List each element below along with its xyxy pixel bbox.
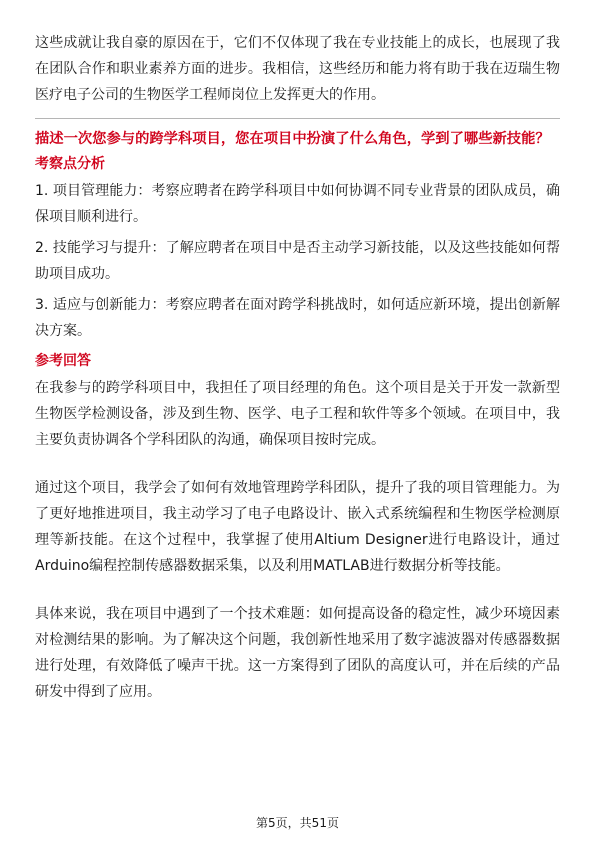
answer-paragraph: 具体来说，我在项目中遇到了一个技术难题：如何提高设备的稳定性，减少环境因素对检测结果的影响。为了解决这个问题，我创新性地采用了数字滤波器对传感器数据进行处理，有效降低了噪声干扰。这一方案得到了团队的高度认可，并在后续的产品研发中得到了应用。 — [35, 606, 560, 700]
answer-heading: 参考回答 — [35, 353, 91, 369]
analysis-heading: 考察点分析 — [35, 156, 105, 172]
section-divider — [35, 118, 560, 119]
page-number: 第5页，共51页 — [256, 816, 339, 830]
answer-paragraph: 在我参与的跨学科项目中，我担任了项目经理的角色。这个项目是关于开发一款新型生物医学检测设备，涉及到生物、医学、电子工程和软件等多个领域。在项目中，我主要负责协调各个学科团队的沟通，确保项目按时完成。 — [35, 380, 560, 448]
analysis-point: 2. 技能学习与提升：了解应聘者在项目中是否主动学习新技能，以及这些技能如何帮助项目成功。 — [35, 240, 560, 282]
analysis-point: 1. 项目管理能力：考察应聘者在跨学科项目中如何协调不同专业背景的团队成员，确保项目顺利进行。 — [35, 183, 560, 225]
intro-paragraph: 这些成就让我自豪的原因在于，它们不仅体现了我在专业技能上的成长，也展现了我在团队合作和职业素养方面的进步。我相信，这些经历和能力将有助于我在迈瑞生物医疗电子公司的生物医学工程师岗位上发挥更大的作用。 — [35, 35, 560, 103]
question-title: 描述一次您参与的跨学科项目，您在项目中扮演了什么角色，学到了哪些新技能？ — [35, 131, 550, 147]
answer-paragraph: 通过这个项目，我学会了如何有效地管理跨学科团队，提升了我的项目管理能力。为了更好地推进项目，我主动学习了电子电路设计、嵌入式系统编程和生物医学检测原理等新技能。在这个过程中，我掌握了使用Altium Designer进行电路设计，通过Arduino编程控制传感器数据采集，以及利用MATLAB进行数据分析等技能。 — [35, 480, 560, 574]
analysis-point: 3. 适应与创新能力：考察应聘者在面对跨学科挑战时，如何适应新环境，提出创新解决方案。 — [35, 297, 560, 339]
page-content — [35, 30, 560, 727]
